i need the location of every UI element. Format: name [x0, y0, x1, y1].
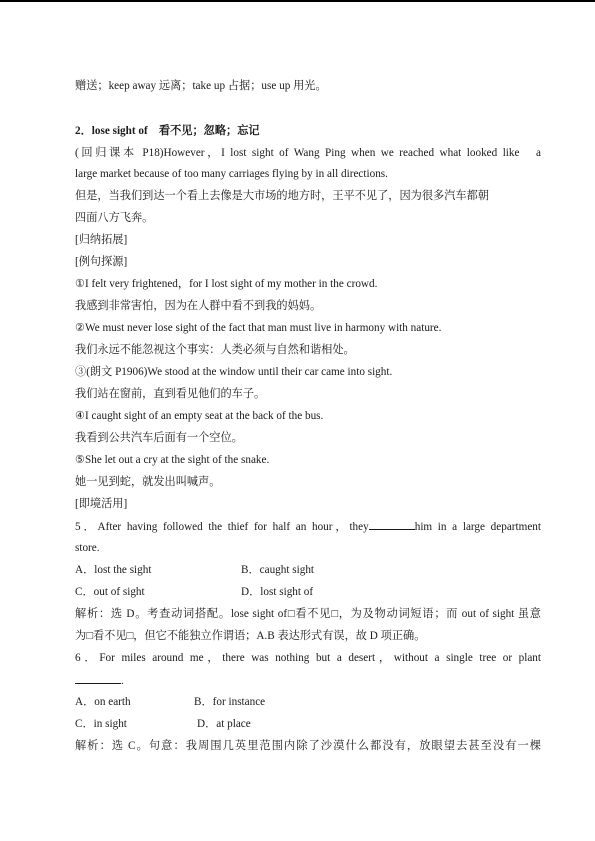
example-translation: 我们站在窗前，直到看见他们的车子。 [75, 388, 266, 400]
option-a: A．on earth [75, 696, 131, 708]
text-line: 四面八方飞奔。 [75, 212, 154, 224]
question-6-stem-cont [75, 673, 124, 688]
option-a: A．lost the sight [75, 564, 152, 576]
text-line: (回归课本 P18)However，I lost sight of Wang Ping when we reached what looked like a [75, 147, 541, 159]
answer-blank [75, 673, 121, 684]
example-sentence: ⑤She let out a cry at the sight of the snake. [75, 454, 270, 466]
text-line: 赠送；keep away 远离；take up 占据；use up 用光。 [75, 80, 327, 92]
question-6-text-after: . [121, 675, 124, 687]
option-c: C．out of sight [75, 586, 145, 598]
explanation-line: 解析：选 D。考查动词搭配。lose sight of□看不见□，为及物动词短语；而 out of sight 虽意 [75, 608, 541, 620]
option-d: D．at place [197, 718, 251, 730]
section-tag: [即境活用] [75, 498, 128, 510]
section-heading: 2．lose sight of 看不见；忽略；忘记 [75, 125, 260, 137]
section-tag: [例句探源] [75, 256, 128, 268]
top-rule [0, 0, 595, 2]
question-5-text-before: 5．After having followed the thief for half an hour，they [75, 521, 369, 533]
explanation-line: 为□看不见□，但它不能独立作谓语；A.B 表达形式有误，故 D 项正确。 [75, 630, 426, 642]
option-d: D．lost sight of [241, 586, 314, 598]
option-c: C．in sight [75, 718, 127, 730]
option-b: B．caught sight [241, 564, 315, 576]
option-b: B．for instance [194, 696, 266, 708]
text-line: large market because of too many carriages flying by in all directions. [75, 168, 388, 180]
section-tag: [归纳拓展] [75, 234, 128, 246]
example-sentence: ②We must never lose sight of the fact that man must live in harmony with nature. [75, 322, 442, 334]
example-sentence: ④I caught sight of an empty seat at the back of the bus. [75, 410, 324, 422]
example-sentence: ①I felt very frightened，for I lost sight of my mother in the crowd. [75, 278, 378, 290]
example-translation: 她一见到蛇，就发出叫喊声。 [75, 476, 221, 488]
example-translation: 我们永远不能忽视这个事实：人类必须与自然和谐相处。 [75, 344, 355, 356]
question-5-text-after: him in a large department [414, 521, 541, 533]
text-line: 但是，当我们到达一个看上去像是大市场的地方时，王平不见了，因为很多汽车都朝 [75, 190, 489, 202]
question-5-stem-cont: store. [75, 542, 100, 554]
explanation-line: 解析：选 C。句意：我周围几英里范围内除了沙漠什么都没有，放眼望去甚至没有一棵 [75, 740, 541, 752]
question-6-stem: 6．For miles around me，there was nothing but a desert，without a single tree or plant [75, 652, 541, 664]
question-5-stem [75, 519, 541, 534]
answer-blank [369, 519, 415, 530]
example-sentence: ③(朗文 P1906)We stood at the window until their car came into sight. [75, 366, 393, 378]
example-translation: 我感到非常害怕，因为在人群中看不到我的妈妈。 [75, 300, 322, 312]
example-translation: 我看到公共汽车后面有一个空位。 [75, 432, 243, 444]
